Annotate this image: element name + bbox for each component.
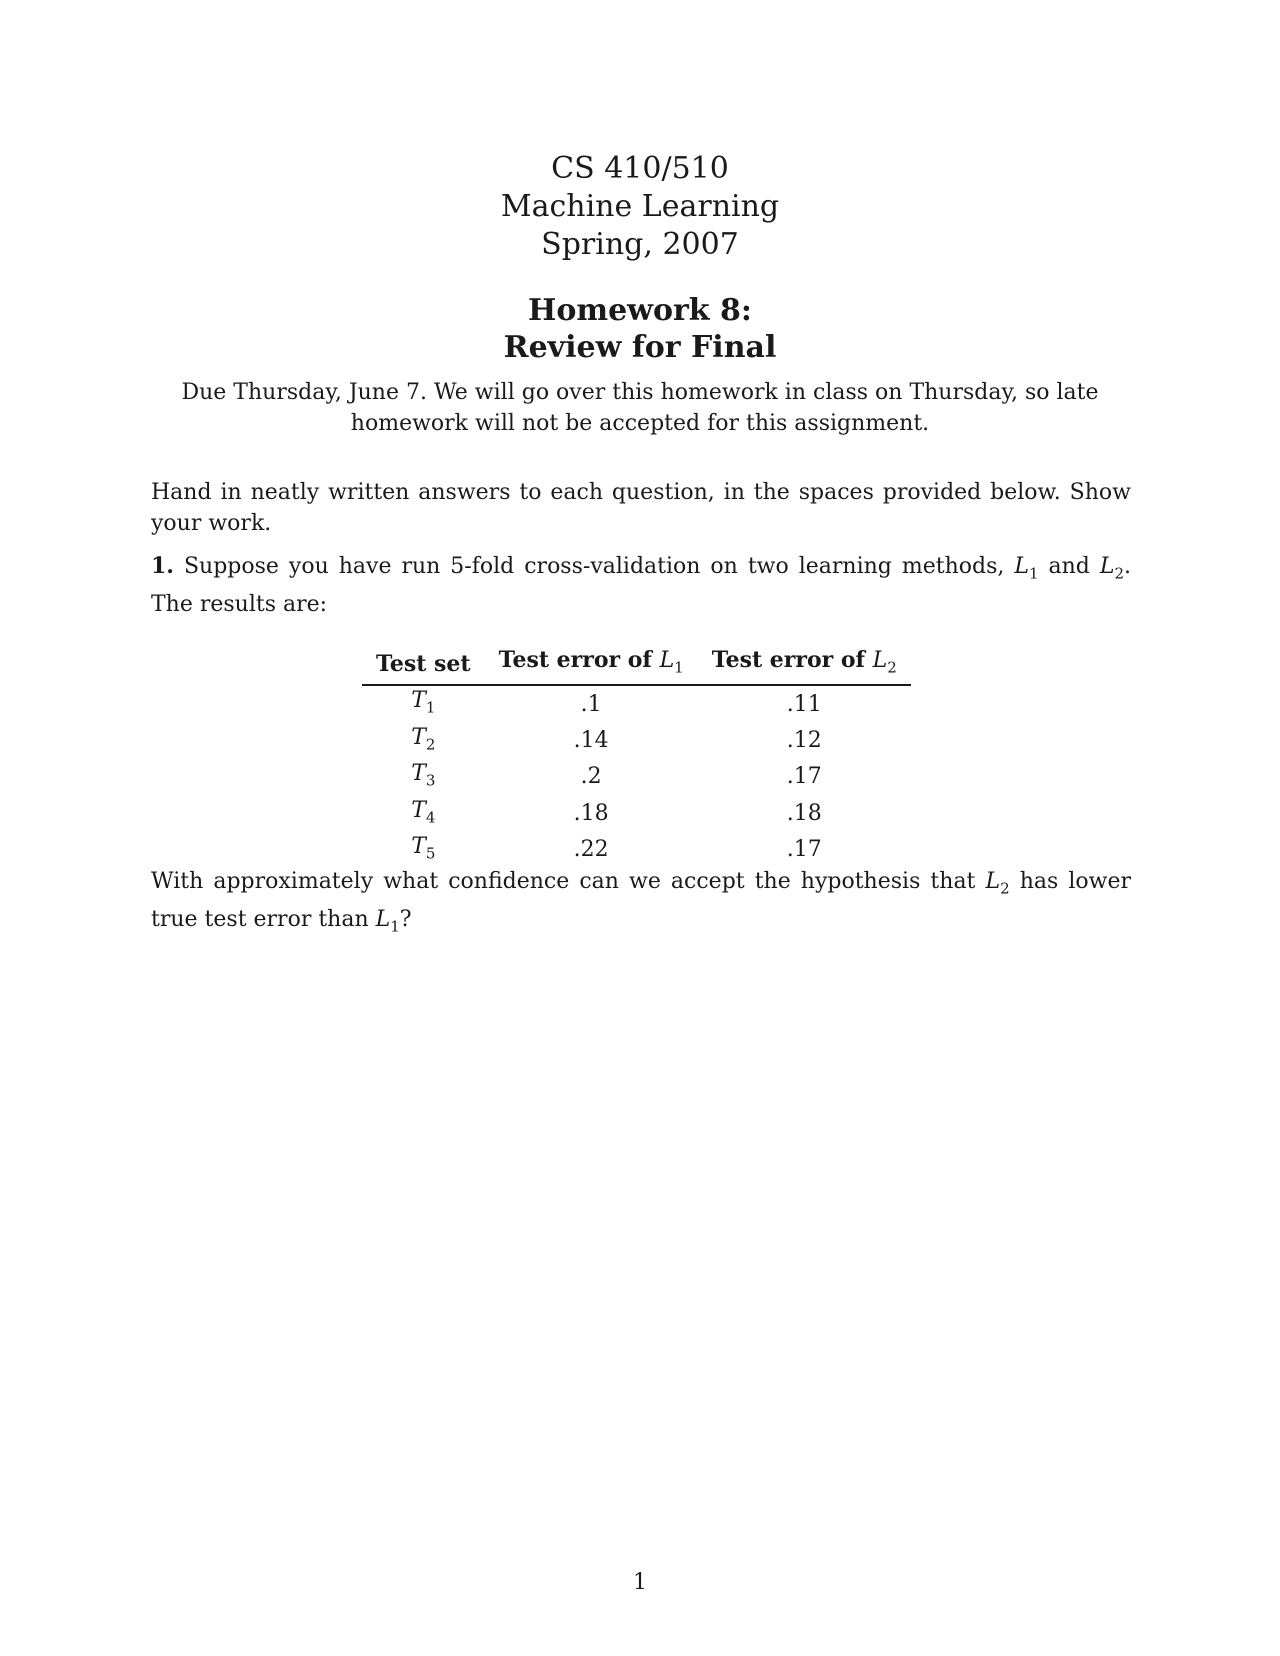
header-error-l2: Test error of $L_2$ <box>698 645 911 685</box>
error-l1-cell: .14 <box>573 727 609 753</box>
error-l2-cell: .11 <box>786 691 822 717</box>
question-number: 1. <box>151 553 174 579</box>
error-l1-cell: .1 <box>580 691 602 717</box>
homework-title <box>0 292 1280 366</box>
course-code: CS 410/510 <box>551 151 729 186</box>
table-row <box>362 759 911 795</box>
test-set-cell: $T_4$ <box>411 797 436 826</box>
question-1-intro <box>151 551 1131 620</box>
l1-symbol: $L_1$ <box>375 907 400 936</box>
table-row <box>362 685 911 722</box>
error-l1-cell: .2 <box>580 764 602 790</box>
test-set-cell: $T_2$ <box>411 724 436 754</box>
course-term: Spring, 2007 <box>541 227 739 262</box>
test-set-cell: $T_1$ <box>411 688 436 717</box>
l2-symbol: $L_2$ <box>985 869 1010 898</box>
error-l1-cell: .18 <box>573 800 609 826</box>
question-1-followup: With approximately what confidence can we accept the hypothesis that $L_2$ has lower true test error than $L_1$? <box>151 869 1131 936</box>
table-row <box>362 723 911 759</box>
question-text-b: . The results are: <box>151 554 1131 618</box>
header-test-set: Test set <box>362 645 485 685</box>
table-row <box>362 796 911 832</box>
error-l1-cell: .22 <box>573 837 609 863</box>
error-l2-cell: .18 <box>786 800 822 826</box>
due-note: Due Thursday, June 7. We will go over this homework in class on Thursday, so late homework will not be accepted for this assignment. <box>181 380 1099 436</box>
instructions: Hand in neatly written answers to each question, in the spaces provided below. Show your work. <box>151 480 1131 536</box>
course-subject: Machine Learning <box>500 189 780 224</box>
header-error-l1: Test error of $L_1$ <box>485 645 698 685</box>
table-row <box>362 832 911 868</box>
homework-topic: Review for Final <box>503 330 777 365</box>
homework-number: Homework 8: <box>527 293 752 328</box>
error-l2-cell: .12 <box>786 727 822 753</box>
question-text-and: and <box>1038 554 1100 579</box>
error-l2-cell: .17 <box>786 764 822 790</box>
test-set-cell: $T_5$ <box>411 833 436 863</box>
course-header <box>0 150 1280 264</box>
question-text-a: Suppose you have run 5-fold cross-validation on two learning methods, <box>183 554 1015 579</box>
results-table <box>362 645 911 868</box>
l1-symbol: $L_1$ <box>1014 554 1039 583</box>
test-set-cell: $T_3$ <box>411 761 436 790</box>
error-l2-cell: .17 <box>786 837 822 863</box>
l2-symbol: $L_2$ <box>1099 554 1124 583</box>
page-number: 1 <box>633 1570 647 1595</box>
table-header-row <box>362 645 911 685</box>
